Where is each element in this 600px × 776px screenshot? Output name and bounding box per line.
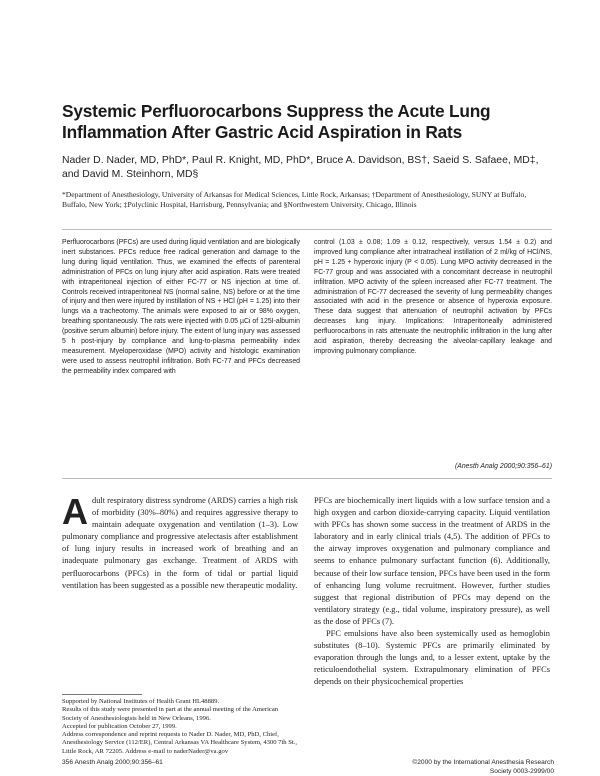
footnote-funding: Supported by National Institutes of Health Grant HL48889. [62, 698, 220, 705]
drop-cap: A [62, 491, 88, 532]
footnotes [62, 698, 298, 756]
abstract-left-column: Perfluorocarbons (PFCs) are used during liquid ventilation and are biologically inert substances. PFCs reduce free radical generation and damage to the lung during liquid ventilation. Thus, we examined the effects of parenteral administration of PFCs on lung injury after acid aspiration. Rats were treated with intraperitoneal injection of either FC-77 or NS injection at time of. Controls received intraperitoneal NS (normal saline, NS) before or at the time of injury and then were injured by instillation of NS + HCl (pH = 1.25) into their lungs via a tracheotomy. The animals were exposed to air or 98% oxygen, breathing spontaneously. The rats were injected with 0.05 µCi of 125I-albumin (positive serum albumin) before injury. The extent of lung injury was assessed 5 h post-injury by compliance and lung-to-plasma permeability index measurement. Myeloperoxidase (MPO) activity and histologic examination were used to assess neutrophil infiltration. Both FC-77 and PFCs decreased the permeability index compared with [62, 239, 300, 375]
body-paragraph-2: PFC emulsions have also been systemically used as hemoglobin substitutes (8–10). Systemic PFCs are primarily eliminated by evaporation through the lungs and, to a lesser extent, uptake by the reticuloendothelial system. Extrapulmonary elimination of PFCs depends on their physicochemical properties [314, 629, 550, 687]
footnote-correspondence: Address correspondence and reprint requests to Nader D. Nader, MD, PhD, Chief, Anesthesiology Service (112/ER), Central Arkansas VA Healthcare System, 4300 7th St., Little Rock, AR 72205. Address e-mail to naderNader@va.gov [62, 731, 298, 755]
abstract-box [62, 229, 552, 479]
footer-page-citation: 356 Anesth Analg 2000;90:356–61 [62, 759, 163, 766]
body-paragraph-1: PFCs are biochemically inert liquids with a low surface tension and a high oxygen and carbon dioxide-carrying capacity. Liquid ventilation with PFCs has shown some success in the treatment of ARDS in the laboratory and in early clinical trials (4,5). The addition of PFCs to the airway improves oxygenation and pulmonary compliance and seems to enhance pulmonary surfactant function (6). Additionally, because of their low surface tension, PFCs have been used in the form of enhancing lung volume recruitment. However, further studies suggest that regional distribution of PFCs may depend on the ventilatory strategy (e.g., tidal volume, inspiratory pressure), as well as the dose of PFCs (7). [314, 496, 550, 626]
footnote-accepted: Accepted for publication October 27, 1999. [62, 722, 177, 730]
intro-paragraph: dult respiratory distress syndrome (ARDS) carries a high risk of morbidity (30%–80%) and requires aggressive therapy to maintain adequate oxygenation and ventilation (1–3). Low pulmonary compliance and progressive atelectasis after establishment of lung injury results in increased work of breathing and an inadequate pulmonary gas exchange. Treatment of ARDS with perfluorocarbons (PFCs) in the form of tidal or partial liquid ventilation has been suggested as a possible new therapeutic modality. [62, 496, 298, 590]
footnote-presentation: Results of this study were presented in part at the annual meeting of the American Society of Anesthesiologists held in New Orleans, 1996. [62, 706, 279, 722]
footnote-divider [62, 694, 142, 695]
affiliations: *Department of Anesthesiology, University of Arkansas for Medical Sciences, Little Rock, Arkansas; †Department of Anesthesiology, SUNY at Buffalo, Buffalo, New York; ‡Polyclinic Hospital, Harrisburg, Pennsylvania; and §Northwestern University, Chicago, Illinois [62, 190, 527, 209]
article-title: Systemic Perfluorocarbons Suppress the Acute Lung Inflammation After Gastric Acid Aspiration in Rats [62, 101, 491, 142]
abstract-citation: (Anesth Analg 2000;90:356–61) [454, 463, 552, 470]
author-list: Nader D. Nader, MD, PhD*, Paul R. Knight, MD, PhD*, Bruce A. Davidson, BS†, Saeid S. Safaee, MD‡, and David M. Steinhorn, MD§ [62, 155, 539, 180]
abstract-right-column: control (1.03 ± 0.08; 1.09 ± 0.12, respectively, versus 1.54 ± 0.2) and improved lung compliance after intratracheal instillation of 2 ml/kg of HCl/NS, pH = 1.25 + hyperoxic injury (P < 0.05). Lung MPO activity decreased in the FC-77 group and was associated with a concomitant decrease in neutrophil infiltration. MPO activity of the spleen increased after FC-77 treatment. The administration of FC-77 decreased the severity of lung permeability changes associated with acid in the presence or absence of hyperoxia exposure. These data suggest that attenuation of neutrophil activation by PFCs decreases lung injury. Implications: Intraperitoneally administered perfluorocarbons in rats attenuate the neutrophilic infiltration in the lung after acid aspiration, thereby decreasing the alveolar-capillary leakage and improving pulmonary compliance. [314, 239, 552, 355]
footer-copyright: ©2000 by the International Anesthesia Research Society 0003-2999/00 [412, 759, 554, 775]
body-right-column [314, 495, 550, 689]
body-left-column [62, 491, 298, 592]
